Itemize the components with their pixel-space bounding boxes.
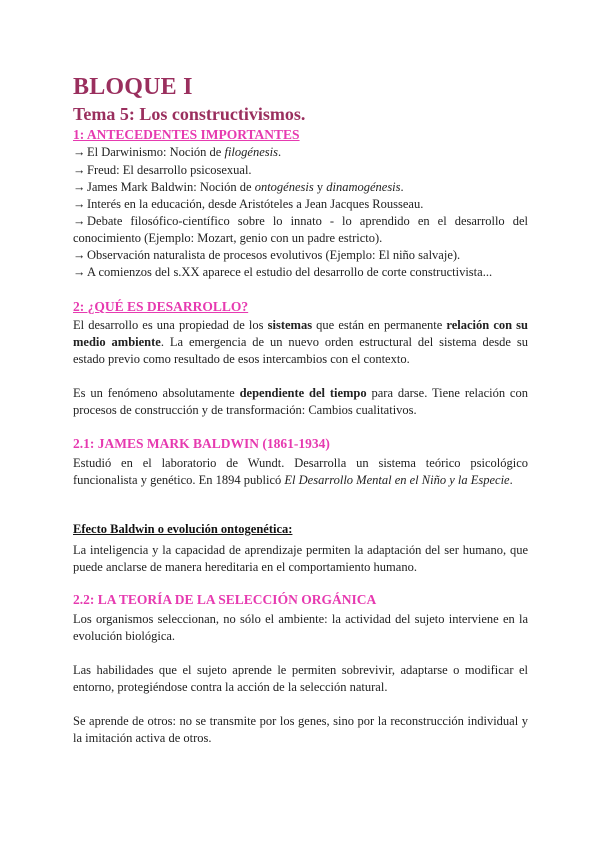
baldwin-paragraph: Estudió en el laboratorio de Wundt. Desarrolla un sistema teórico psicológico funcionalista y genético. En 1894 publicó El Desarrollo Mental en el Niño y la Especie. [73, 456, 528, 487]
section-1-title: 1: ANTECEDENTES IMPORTANTES [73, 127, 300, 142]
antecedent-item: → Observación naturalista de procesos evolutivos (Ejemplo: El niño salvaje). [73, 248, 461, 262]
section-2-1-title: 2.1: JAMES MARK BALDWIN (1861-1934) [73, 436, 330, 451]
antecedent-item: → James Mark Baldwin: Noción de ontogénesis y dinamogénesis. [73, 180, 404, 194]
development-paragraph-2: Es un fenómeno absolutamente dependiente del tiempo para darse. Tiene relación con procesos de construcción y de transformación: Cambios cualitativos. [73, 386, 528, 417]
organic-selection-paragraph-3: Se aprende de otros: no se transmite por los genes, sino por la reconstrucción individual y la imitación activa de otros. [73, 714, 528, 745]
section-2-2-title: 2.2: LA TEORÍA DE LA SELECCIÓN ORGÁNICA [73, 592, 377, 607]
section-2-title: 2: ¿QUÉ ES DESARROLLO? [73, 299, 249, 314]
organic-selection-paragraph-1: Los organismos seleccionan, no sólo el ambiente: la actividad del sujeto interviene en la evolución biológica. [73, 612, 528, 643]
baldwin-effect-paragraph: La inteligencia y la capacidad de aprendizaje permiten la adaptación del ser humano, que puede anclarse de manera hereditaria en el comportamiento humano. [73, 543, 528, 574]
antecedent-item: → El Darwinismo: Noción de filogénesis. [73, 145, 282, 159]
antecedent-item: → A comienzos del s.XX aparece el estudio del desarrollo de corte constructivista... [73, 265, 493, 279]
antecedent-item: → Interés en la educación, desde Aristóteles a Jean Jacques Rousseau. [73, 197, 424, 211]
antecedent-item: → Freud: El desarrollo psicosexual. [73, 163, 252, 177]
organic-selection-paragraph-2: Las habilidades que el sujeto aprende le permiten sobrevivir, adaptarse o modificar el entorno, protegiéndose contra la acción de la selección natural. [73, 663, 528, 694]
block-heading: BLOQUE I [73, 74, 193, 100]
baldwin-effect-subtitle: Efecto Baldwin o evolución ontogenética: [73, 522, 293, 536]
development-paragraph-1: El desarrollo es una propiedad de los sistemas que están en permanente relación con su medio ambiente. La emergencia de un nuevo orden estructural del sistema desde su estado previo como resultado de esos intercambios con el contexto. [73, 318, 528, 366]
antecedent-item: → Debate filosófico-científico sobre lo innato - lo aprendido en el desarrollo del conocimiento (Ejemplo: Mozart, genio con un padre estricto). [73, 214, 528, 245]
topic-heading: Tema 5: Los constructivismos. [73, 104, 306, 124]
